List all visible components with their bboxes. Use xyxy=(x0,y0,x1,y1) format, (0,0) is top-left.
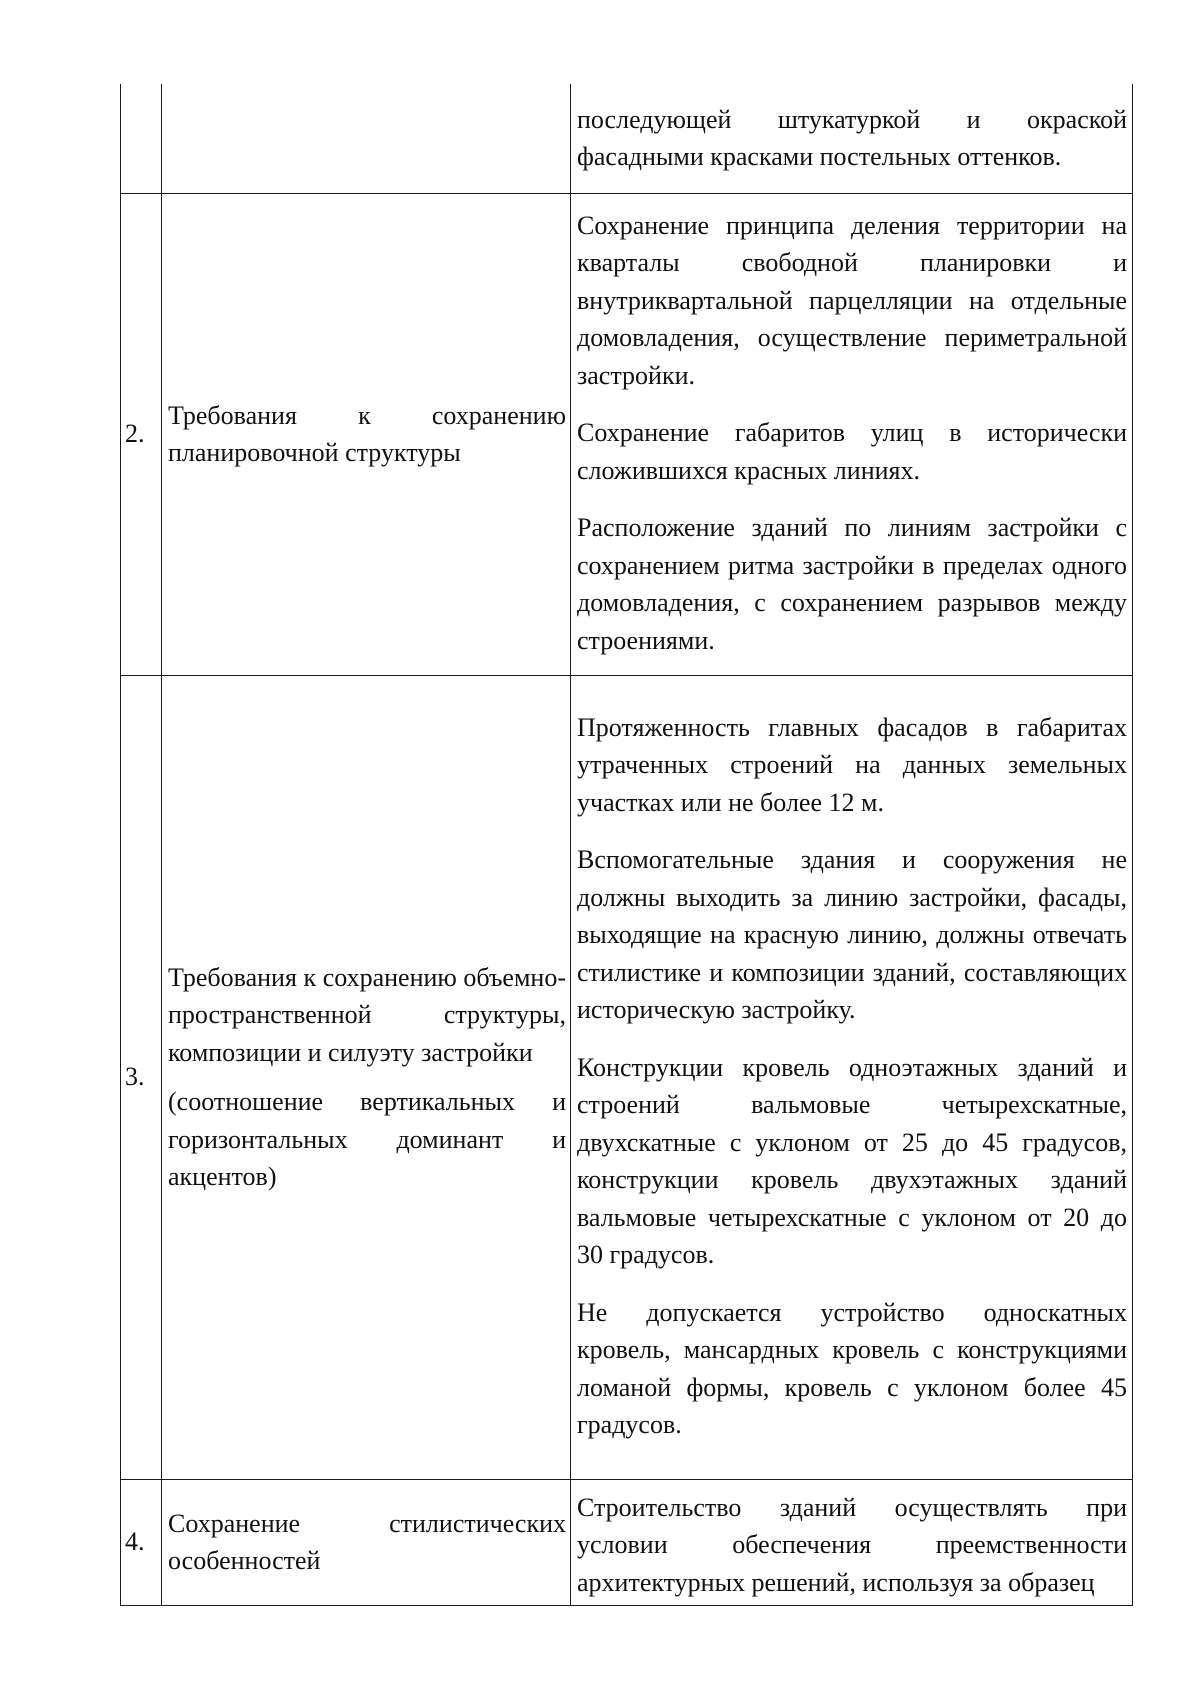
content-paragraph: последующей штукатуркой и окраской фасадными красками постельных оттенков. xyxy=(577,104,1127,172)
content-paragraph: Сохранение габаритов улиц в исторически сложившихся красных линиях. xyxy=(577,418,1127,485)
name-paragraph: Требования к сохранению объемно-пространственной структуры, композиции и силуэту застройки xyxy=(168,962,566,1067)
content-paragraph: Вспомогательные здания и сооружения не должны выходить за линию застройки, фасады, выходящие на красную линию, должны отвечать стилистике и композиции зданий, составляющих историческую застройку. xyxy=(577,845,1127,1024)
name-paragraph: (соотношение вертикальных и горизонтальных доминант и акцентов) xyxy=(168,1087,566,1191)
row-number: 4. xyxy=(121,1479,162,1605)
content-paragraph: Сохранение принципа деления территории на кварталы свободной планировки и внутриквартальной парцелляции на отдельные домовладения, осуществление периметральной застройки. xyxy=(577,210,1127,390)
requirement-content xyxy=(571,675,1133,1479)
requirement-name xyxy=(162,675,571,1479)
table-row xyxy=(121,675,1133,1479)
table-row xyxy=(121,193,1133,675)
row-number: 3. xyxy=(121,675,162,1479)
content-paragraph: Протяженность главных фасадов в габаритах утраченных строений на данных земельных участках или не более 12 м. xyxy=(577,712,1127,817)
requirement-content xyxy=(571,1479,1133,1605)
table-row xyxy=(121,84,1133,193)
content-paragraph: Строительство зданий осуществлять при условии обеспечения преемственности архитектурных решений, используя за образец xyxy=(577,1492,1127,1597)
row-number xyxy=(121,84,162,193)
content-paragraph: Конструкции кровель одноэтажных зданий и строений вальмовые четырехскатные, двухскатные с уклоном от 25 до 45 градусов, конструкции кровель двухэтажных зданий вальмовые четырехскатные с уклоном от 20 до 30 градусов. xyxy=(577,1052,1127,1269)
content-paragraph: Расположение зданий по линиям застройки с сохранением ритма застройки в пределах одного домовладения, с сохранением разрывов между строениями. xyxy=(577,513,1127,655)
content-paragraph: Не допускается устройство односкатных кровель, мансардных кровель с конструкциями ломаной формы, кровель с уклоном более 45 градусов. xyxy=(577,1297,1127,1439)
requirement-name xyxy=(162,193,571,675)
name-paragraph: Сохранение стилистических особенностей xyxy=(168,1508,566,1575)
requirement-name xyxy=(162,1479,571,1605)
requirement-content xyxy=(571,193,1133,675)
row-number: 2. xyxy=(121,193,162,675)
requirement-content xyxy=(571,84,1133,193)
name-paragraph: Требования к сохранению планировочной структуры xyxy=(168,400,566,467)
requirement-name xyxy=(162,84,571,193)
requirements-table xyxy=(120,84,1133,1606)
table-row xyxy=(121,1479,1133,1605)
